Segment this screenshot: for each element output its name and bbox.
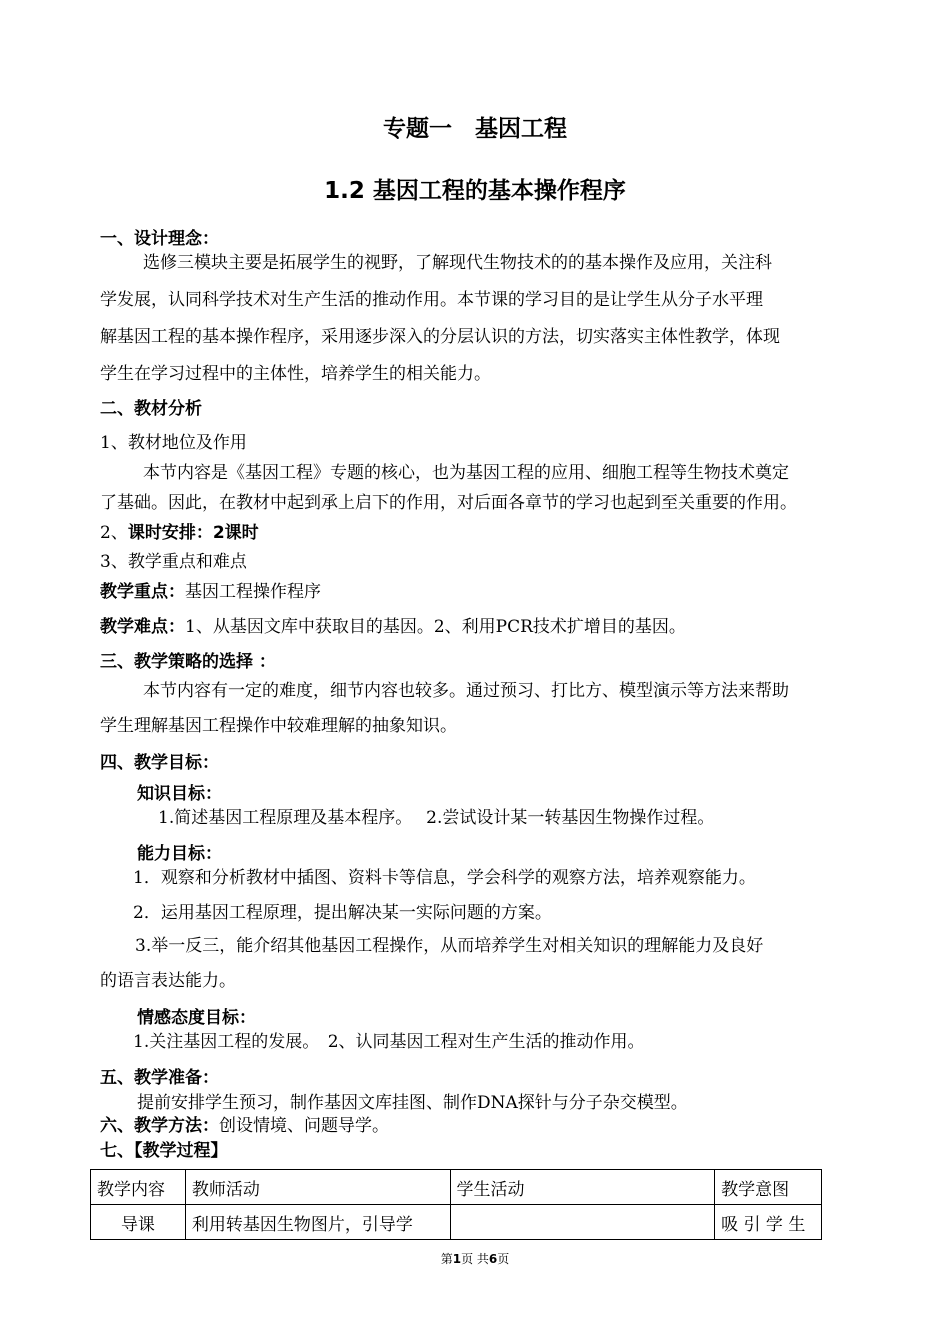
section-5-heading: 五、教学准备：: [100, 1068, 219, 1088]
ability-goal-1: 1．观察和分析教材中插图、资料卡等信息，学会科学的观察方法，培养观察能力。: [133, 868, 756, 888]
section-1-line-4: 学生在学习过程中的主体性，培养学生的相关能力。: [100, 364, 491, 384]
key-points-text: 基因工程操作程序: [185, 582, 321, 602]
footer-pre: 第: [440, 1252, 453, 1266]
key-points-label: 教学重点：: [100, 582, 185, 602]
knowledge-goal-label: 知识目标：: [137, 784, 222, 804]
cell-content: 导课: [91, 1205, 186, 1240]
ability-goal-2: 2．运用基因工程原理，提出解决某一实际问题的方案。: [133, 903, 552, 923]
section-2-line-1: 本节内容是《基因工程》专题的核心，也为基因工程的应用、细胞工程等生物技术奠定: [143, 463, 789, 483]
header-intent: 教学意图: [715, 1170, 822, 1205]
difficult-points-label: 教学难点：: [100, 617, 185, 637]
ability-goal-3b: 的语言表达能力。: [100, 971, 236, 991]
section-6-text: 创设情境、问题导学。: [219, 1116, 389, 1136]
header-teacher: 教师活动: [185, 1170, 450, 1205]
section-7-heading: 七、【教学过程】: [100, 1141, 228, 1161]
section-3-heading: 三、教学策略的选择 ：: [100, 652, 276, 672]
cell-student: [450, 1205, 715, 1240]
header-content: 教学内容: [91, 1170, 186, 1205]
section-6-heading: 六、教学方法：: [100, 1116, 219, 1136]
sub-2-number: 2、: [100, 523, 128, 543]
footer-page-number: 1: [452, 1252, 462, 1266]
cell-intent: 吸 引 学 生: [715, 1205, 822, 1240]
footer-mid: 页 共: [461, 1252, 489, 1266]
section-6: [100, 1115, 389, 1137]
section-2-sub-1: 1、教材地位及作用: [100, 433, 247, 453]
footer-total-pages: 6: [488, 1252, 498, 1266]
teaching-process-table: [90, 1169, 822, 1240]
knowledge-goal-items: 1.简述基因工程原理及基本程序。 2.尝试设计某一转基因生物操作过程。: [158, 808, 715, 828]
difficult-points: [100, 616, 686, 638]
section-2-sub-3: 3、教学重点和难点: [100, 552, 247, 572]
difficult-points-text: 1、从基因文库中获取目的基因。2、利用PCR技术扩增目的基因。: [185, 617, 686, 637]
section-1-line-2: 学发展，认同科学技术对生产生活的推动作用。本节课的学习目的是让学生从分子水平理: [100, 290, 763, 310]
doc-subtitle: 1.2 基因工程的基本操作程序: [324, 178, 626, 204]
ability-goal-label: 能力目标：: [137, 844, 222, 864]
section-4-heading: 四、教学目标：: [100, 753, 219, 773]
emotion-goal-items: 1.关注基因工程的发展。 2、认同基因工程对生产生活的推动作用。: [133, 1032, 645, 1052]
section-2-line-2: 了基础。因此，在教材中起到承上启下的作用，对后面各章节的学习也起到至关重要的作用。: [100, 493, 797, 513]
ability-goal-3a: 3.举一反三，能介绍其他基因工程操作，从而培养学生对相关知识的理解能力及良好: [135, 936, 764, 956]
footer-post: 页: [497, 1252, 510, 1266]
section-2-heading: 二、教材分析: [100, 399, 202, 419]
section-1-line-1: 选修三模块主要是拓展学生的视野，了解现代生物技术的的基本操作及应用，关注科: [143, 253, 772, 273]
section-2-sub-2: [100, 522, 259, 544]
cell-teacher: 利用转基因生物图片，引导学: [185, 1205, 450, 1240]
key-points: [100, 581, 321, 603]
emotion-goal-label: 情感态度目标：: [137, 1008, 256, 1028]
section-5-text: 提前安排学生预习，制作基因文库挂图、制作DNA探针与分子杂交模型。: [137, 1093, 688, 1113]
section-1-line-3: 解基因工程的基本操作程序，采用逐步深入的分层认识的方法，切实落实主体性教学，体现: [100, 327, 780, 347]
page-footer: [0, 1250, 950, 1267]
doc-title: 专题一 基因工程: [383, 116, 567, 142]
class-hours: 课时安排：2课时: [127, 523, 259, 543]
section-3-line-2: 学生理解基因工程操作中较难理解的抽象知识。: [100, 716, 457, 736]
header-student: 学生活动: [450, 1170, 715, 1205]
table-row: [91, 1205, 822, 1240]
table-header-row: [91, 1170, 822, 1205]
section-1-heading: 一、设计理念：: [100, 229, 219, 249]
section-3-line-1: 本节内容有一定的难度，细节内容也较多。通过预习、打比方、模型演示等方法来帮助: [143, 681, 789, 701]
